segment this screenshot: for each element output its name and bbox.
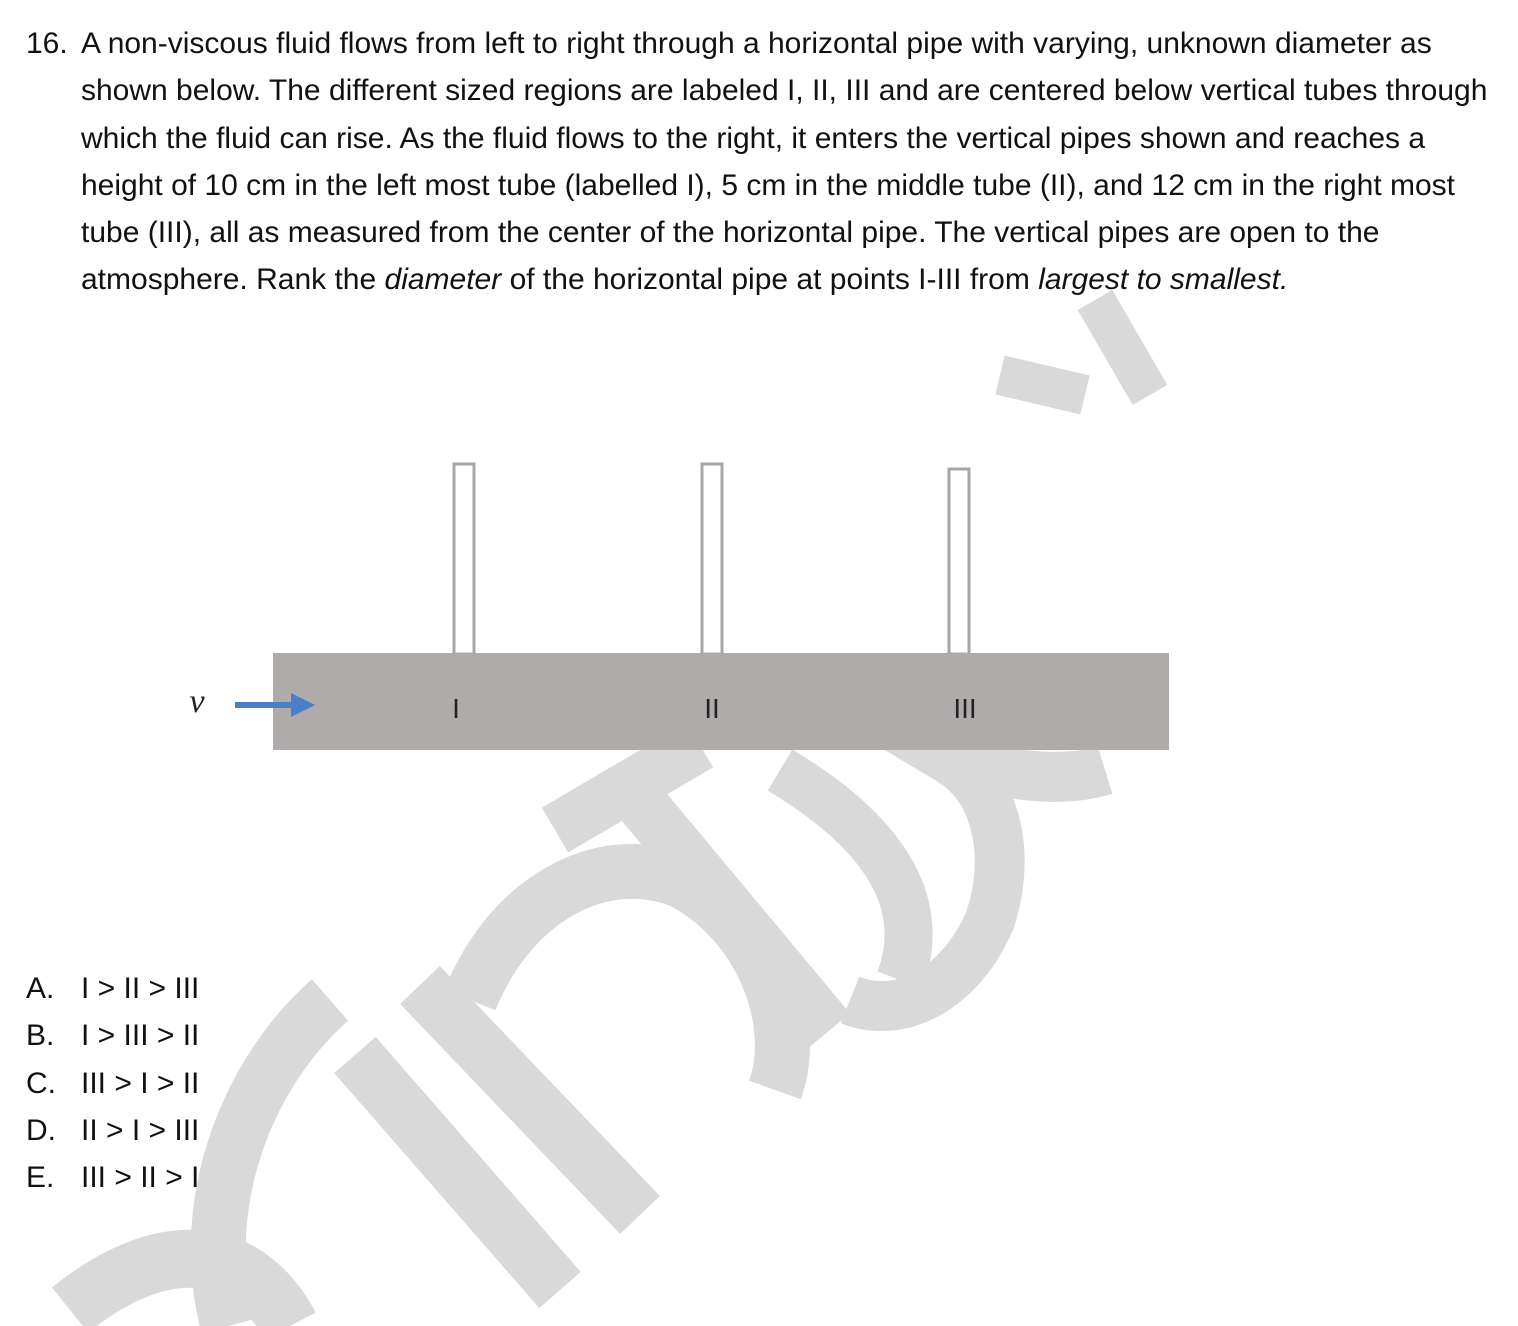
- velocity-label: v: [189, 683, 205, 720]
- question-block: [26, 20, 1496, 304]
- choice-text: II > I > III: [81, 1113, 200, 1147]
- question-emphasis-diameter: diameter: [384, 263, 502, 297]
- vertical-tube-2: [702, 464, 722, 654]
- choice-letter: B.: [26, 1019, 55, 1053]
- choice-letter: E.: [26, 1161, 55, 1195]
- vertical-tube-3: [949, 469, 969, 654]
- choice-letter: A.: [26, 972, 55, 1005]
- choice-text: I > II > III: [81, 972, 200, 1005]
- choice-text: I > III > II: [81, 1019, 200, 1053]
- question-emphasis-order: largest to smallest.: [1038, 263, 1289, 297]
- question-text-part2: of the horizontal pipe at points I-III from: [501, 263, 1039, 297]
- choice-letter: D.: [26, 1113, 56, 1147]
- choice-letter: C.: [26, 1066, 56, 1100]
- vertical-tube-1: [454, 464, 474, 654]
- choice-text: III > II > I: [81, 1161, 200, 1195]
- tube-label-1: I: [452, 693, 460, 724]
- question-text: [81, 20, 1496, 304]
- tube-label-3: III: [953, 693, 977, 724]
- question-text-part1: A non-viscous fluid flows from left to right through a horizontal pipe with varying, unknown diameter as shown below. The different sized regions are labeled I, II, III and are centered below vertical tubes through which the fluid can rise. As the fluid flows to the right, it enters the vertical pipes shown and reaches a height of 10 cm in the left most tube (labelled I), 5 cm in the middle tube (II), and 12 cm in the right most tube (III), all as measured from the center of the horizontal pipe. The vertical pipes are open to the atmosphere. Rank the: [81, 27, 1488, 297]
- horizontal-pipe: [273, 653, 1169, 750]
- question-number: 16.: [26, 27, 68, 60]
- tube-label-2: II: [704, 693, 720, 724]
- choice-text: III > I > II: [81, 1066, 200, 1100]
